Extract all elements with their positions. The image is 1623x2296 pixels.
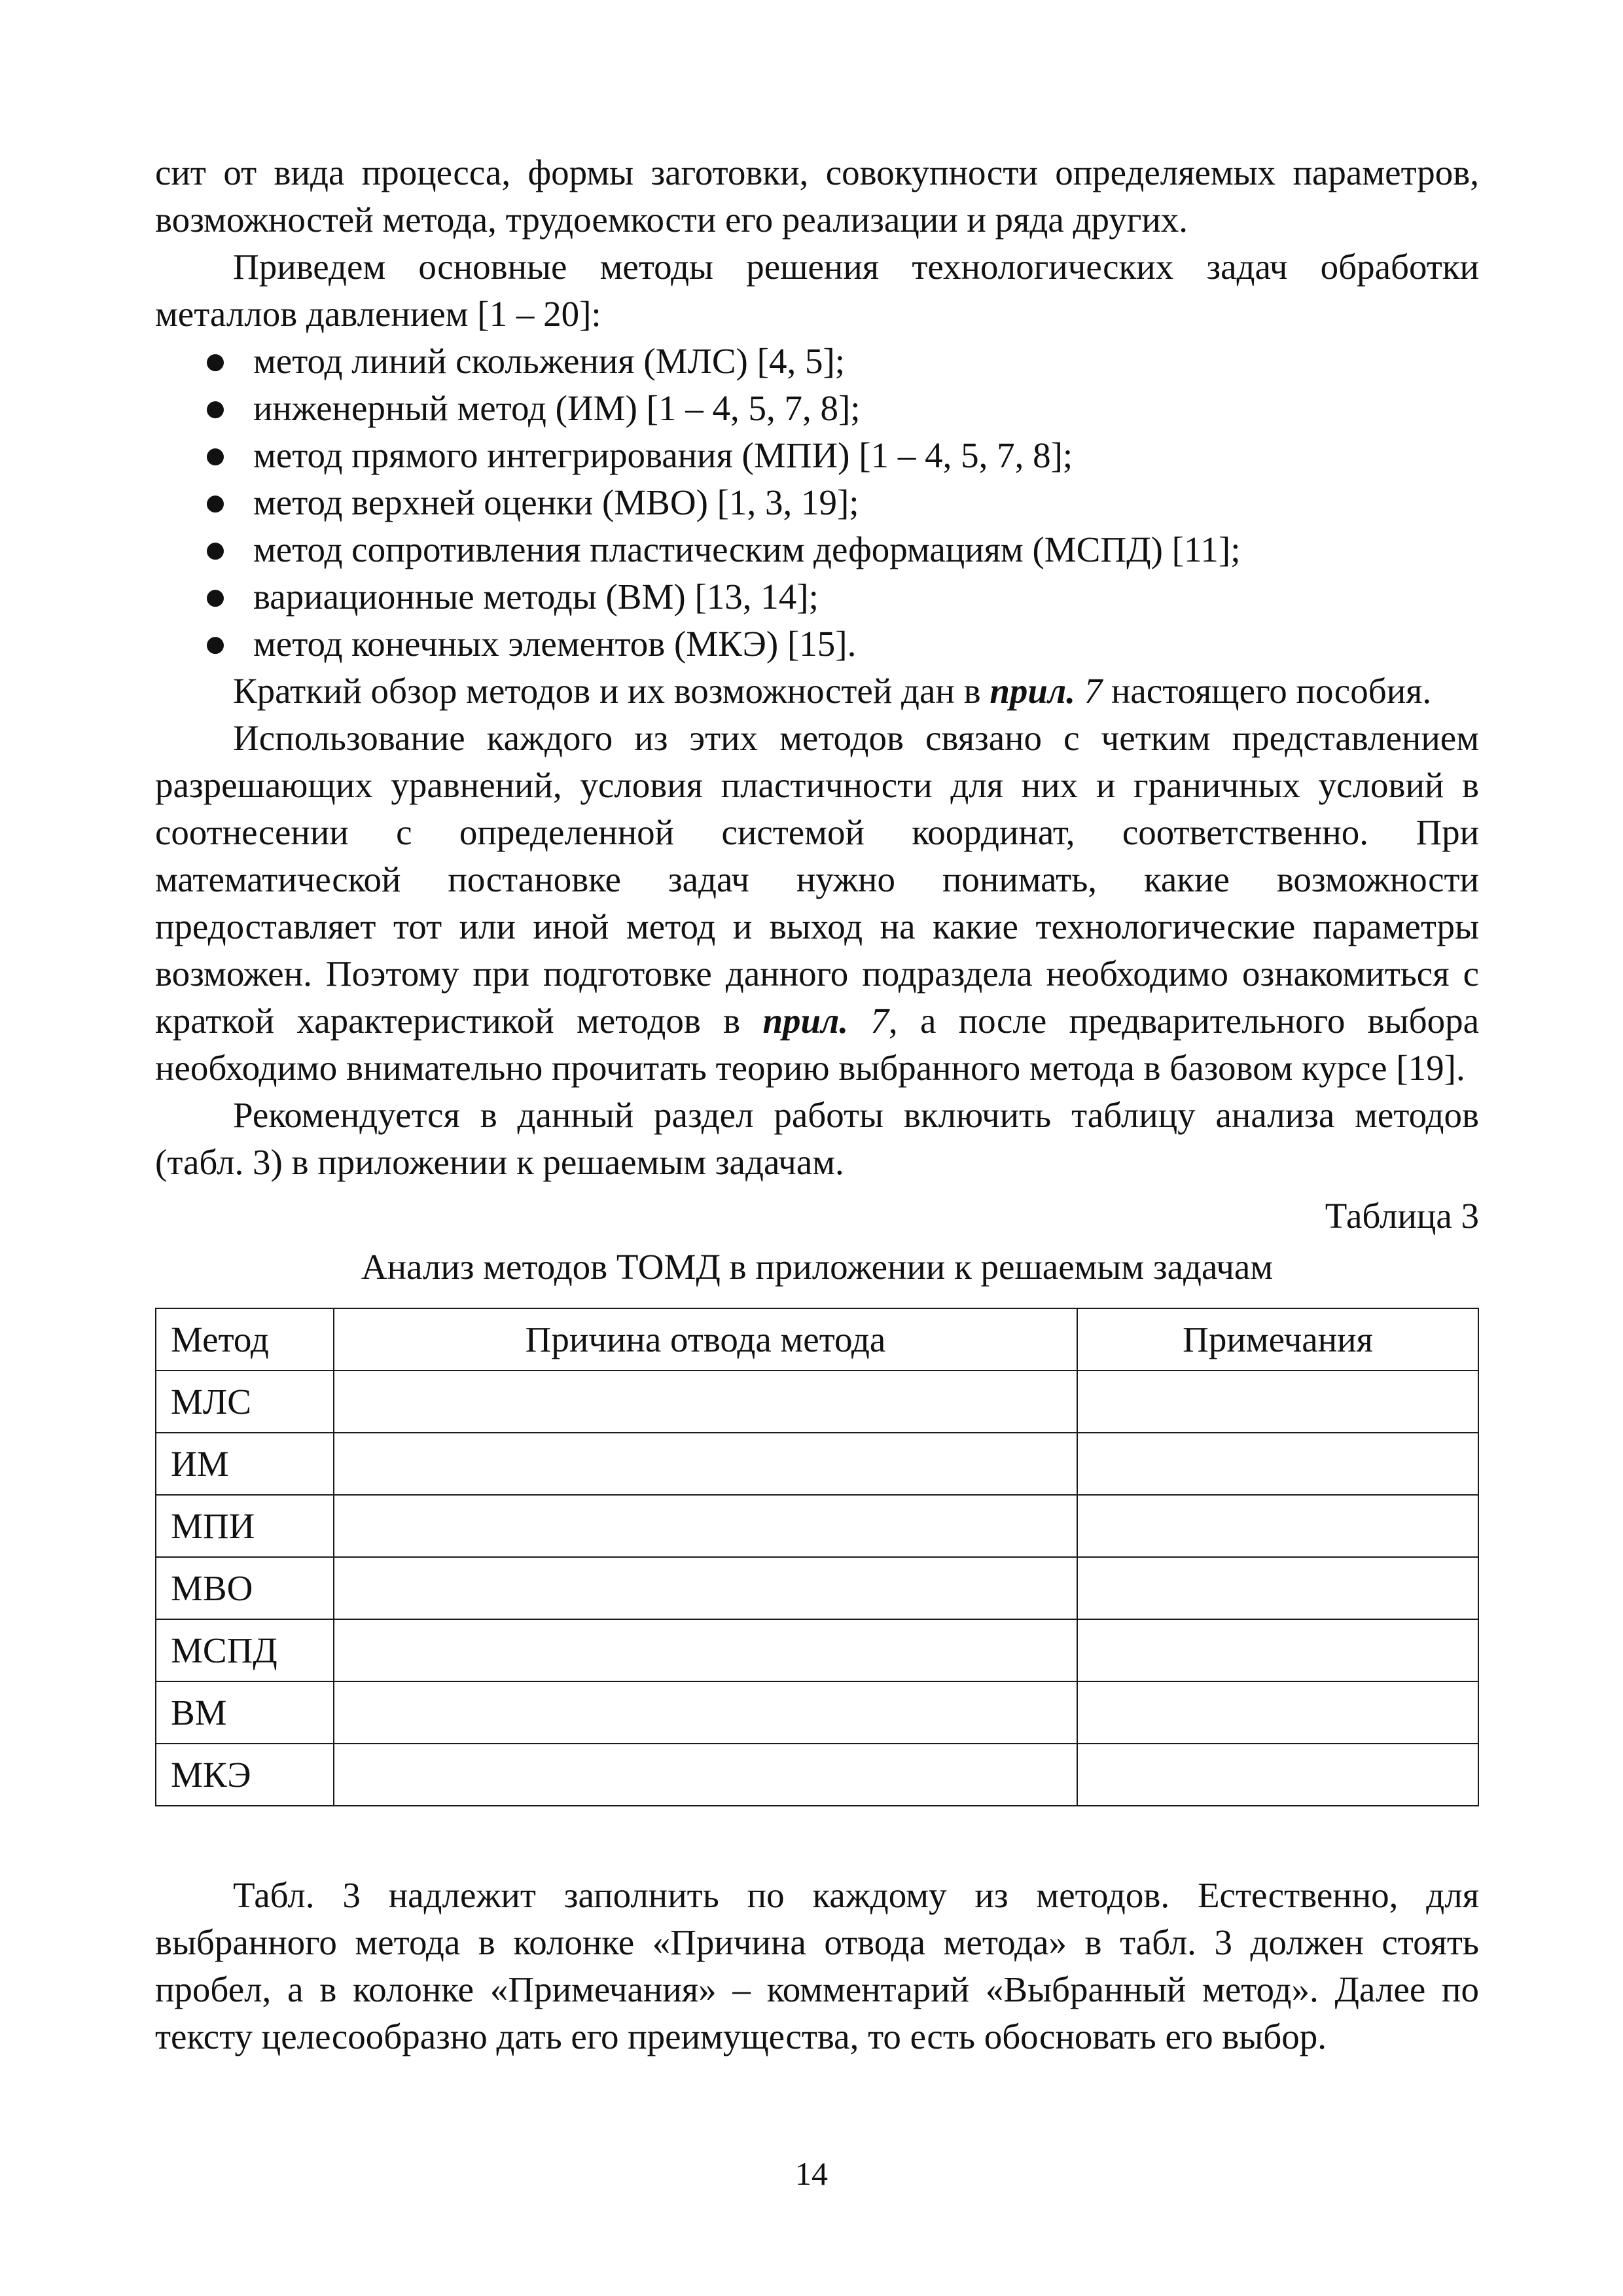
- list-item: ● метод конечных элементов (МКЭ) [15].: [155, 620, 1479, 668]
- closing-section: [155, 1872, 1479, 2060]
- review-paragraph: Краткий обзор методов и их возможностей дан в прил. 7 настоящего пособия.: [233, 671, 1432, 711]
- list-item: ● метод верхней оценки (МВО) [1, 3, 19];: [155, 479, 1479, 526]
- table-row: [156, 1744, 1478, 1806]
- table-row: [156, 1681, 1478, 1744]
- bullet-icon: ●: [205, 395, 225, 422]
- list-item: ● метод линий скольжения (МЛС) [4, 5];: [155, 338, 1479, 385]
- notes-cell: [1077, 1681, 1478, 1744]
- closing-paragraph: Табл. 3 надлежит заполнить по каждому из методов. Естественно, для выбранного метода в колонке «Причина отвода метода» в табл. 3 должен стоять пробел, а в колонке «Примечания» – комментарий «Выбранный метод». Далее по тексту целесообразно дать его преимущества, то есть обосновать его выбор.: [155, 1875, 1479, 2056]
- notes-cell: [1077, 1433, 1478, 1495]
- list-item: ● метод прямого интегрирования (МПИ) [1 – 4, 5, 7, 8];: [155, 432, 1479, 479]
- notes-cell: [1077, 1371, 1478, 1433]
- reason-cell: [334, 1433, 1077, 1495]
- table-header-row: [156, 1308, 1478, 1371]
- reason-cell: [334, 1557, 1077, 1619]
- methods-list: [155, 338, 1479, 668]
- header-reason: Причина отвода метода: [334, 1308, 1077, 1371]
- table-row: [156, 1619, 1478, 1681]
- reason-cell: [334, 1619, 1077, 1681]
- table-row: [156, 1371, 1478, 1433]
- method-cell: МВО: [156, 1557, 334, 1619]
- page-body: [155, 149, 1479, 1291]
- header-method: Метод: [156, 1308, 334, 1371]
- intro-paragraph: сит от вида процесса, формы заготовки, совокупности определяемых параметров, возможностей метода, трудоемкости его реализации и ряда других.: [155, 152, 1479, 240]
- appendix-ref: прил.: [762, 1001, 849, 1041]
- method-cell: МКЭ: [156, 1744, 334, 1806]
- method-cell: ИМ: [156, 1433, 334, 1495]
- method-cell: МПИ: [156, 1495, 334, 1557]
- bullet-icon: ●: [205, 631, 225, 657]
- methods-analysis-table: [155, 1308, 1479, 1806]
- list-item: ● инженерный метод (ИМ) [1 – 4, 5, 7, 8];: [155, 385, 1479, 432]
- bullet-icon: ●: [205, 348, 225, 374]
- reason-cell: [334, 1495, 1077, 1557]
- notes-cell: [1077, 1495, 1478, 1557]
- header-notes: Примечания: [1077, 1308, 1478, 1371]
- reason-cell: [334, 1681, 1077, 1744]
- appendix-ref: прил.: [990, 671, 1075, 711]
- methods-intro-paragraph: Приведем основные методы решения технологических задач обработки металлов давлением [1 – 20]:: [155, 247, 1479, 334]
- method-cell: МЛС: [156, 1371, 334, 1433]
- table-number: Таблица 3: [1325, 1196, 1479, 1236]
- list-item: ● метод сопротивления пластическим деформациям (МСПД) [11];: [155, 526, 1479, 573]
- list-item: ● вариационные методы (ВМ) [13, 14];: [155, 573, 1479, 620]
- table-row: [156, 1495, 1478, 1557]
- notes-cell: [1077, 1557, 1478, 1619]
- bullet-icon: ●: [205, 490, 225, 516]
- method-cell: МСПД: [156, 1619, 334, 1681]
- bullet-icon: ●: [205, 537, 225, 563]
- notes-cell: [1077, 1619, 1478, 1681]
- reason-cell: [334, 1371, 1077, 1433]
- bullet-icon: ●: [205, 584, 225, 610]
- table-title: Анализ методов ТОМД в приложении к решаемым задачам: [361, 1247, 1274, 1287]
- page-number: 14: [795, 2155, 828, 2192]
- notes-cell: [1077, 1744, 1478, 1806]
- recommend-paragraph: Рекомендуется в данный раздел работы включить таблицу анализа методов (табл. 3) в приложении к решаемым задачам.: [155, 1095, 1479, 1182]
- usage-paragraph: Использование каждого из этих методов связано с четким представлением разрешающих уравнений, условия пластичности для них и граничных условий в соотнесении с определенной системой координат, соответственно. При математической постановке задач нужно понимать, какие возможности предоставляет тот или иной метод и выход на какие технологические параметры возможен. Поэтому при подготовке данного подраздела необходимо ознакомиться с краткой характеристикой методов в прил. 7, а после предварительного выбора необходимо внимательно прочитать теорию выбранного метода в базовом курсе [19].: [155, 718, 1479, 1088]
- bullet-icon: ●: [205, 442, 225, 469]
- method-cell: ВМ: [156, 1681, 334, 1744]
- table-row: [156, 1433, 1478, 1495]
- reason-cell: [334, 1744, 1077, 1806]
- table-row: [156, 1557, 1478, 1619]
